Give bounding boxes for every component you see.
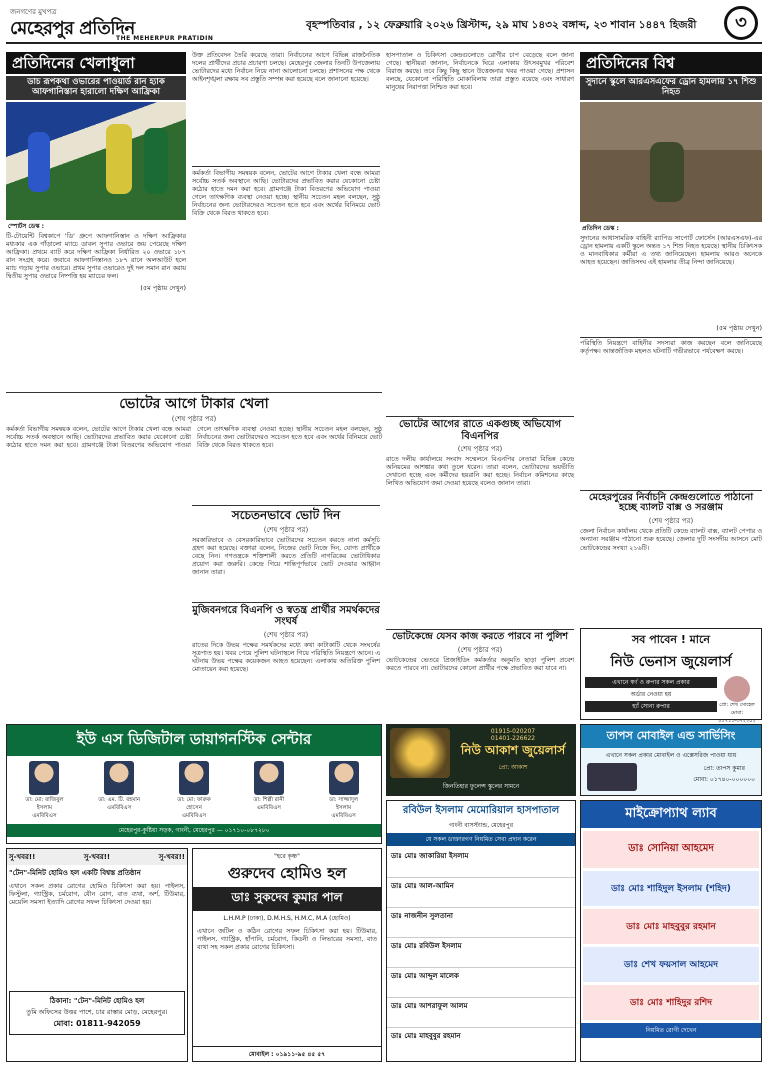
classified-label: সু-খবর!!	[9, 853, 36, 861]
classified-address-box	[9, 991, 185, 1035]
player-figure	[106, 124, 132, 194]
doctor-name: ডা: শিল্পী রানী	[253, 797, 285, 803]
classified-body: এখানে সকল প্রকার রোগের হোমিও চিকিৎসা করা হয়। পাইলস, ফিস্টুলা, গ্যাস্ট্রিক, চর্মরোগ, যৌন রোগ, বাত ব্যথা, অর্শ, টিউমার, মেয়েলি সমস্যা ইত্যাদি রোগের সফল চিকিৎসা দেওয়া হয়।	[9, 883, 185, 907]
world-body: সুদানের আধাসামরিক বাহিনী র‍্যাপিড সাপোর্ট ফোর্সেস (আরএসএফ)-এর ড্রোন হামলায় একটি স্কুলে অন্তত ১৭ শিশু নিহত হয়েছে। স্থানীয় চিকিৎসক ও মানবাধিকার কর্মীরা এ তথ্য জানিয়েছেন। হামলায় আরও অনেকে আহত হয়েছেন। জাতিসংঘ এই হামলার তীব্র নিন্দা জানিয়েছে।	[580, 234, 762, 266]
diagnostic-phone: ০১৭১০-০৮৭২৮০	[224, 827, 270, 834]
micropath-doctor: ডাঃ মোঃ শাহিদুর রশিদ	[583, 985, 759, 1020]
mobile-ad-name: তাপস মোবাইল এন্ড সার্ভিসিং	[581, 725, 761, 748]
vote-money-body: কর্মকর্তা বিভাগীয় সমন্বয়ক বলেন, ভোটের আগে টাকার খেলা বন্ধে আমরা সর্বোচ্চ সতর্ক অবস্থানে আছি। ভোটারদের প্রভাবিত করার যেকোনো চেষ্টা কঠোর হাতে দমন করা হবে। গ্রামগঞ্জে টাকা বিতরণের অভিযোগ পাওয়া গেলে তাৎক্ষণিক ব্যবস্থা নেওয়া হচ্ছে। স্থানীয় সচেতন মহল বলছেন, সুষ্ঠু নির্বাচনের জন্য ভোটারদেরও সচেতন হতে হবে এবং অর্থের বিনিময়ে ভোট বিক্রি থেকে বিরত থাকতে হবে।	[6, 426, 382, 450]
homeo-body: এখানে জটিল ও কঠিন রোগের সফল চিকিৎসা করা হয়। টিউমার, পাইলস, গ্যাস্ট্রিক, হাঁপানি, চর্মরোগ, কিডনী ও লিভারের সমস্যা, বাত ব্যথা সহ সকল প্রকার রোগের চিকিৎসা।	[197, 928, 377, 952]
owner-photo	[724, 676, 750, 702]
doctor-degree: এমবিবিএস	[32, 813, 57, 819]
divider	[192, 602, 380, 603]
brand[interactable]	[6, 6, 216, 42]
homeo-name: গুরুদেব হোমিও হল	[227, 864, 347, 882]
divider	[192, 505, 380, 506]
micropath-doctor: ডাঃ শেখ ফয়সাল আহমেদ	[583, 947, 759, 982]
vote-money-cont: (শেষ পৃষ্ঠার পর)	[171, 415, 217, 424]
jewellers-line1: এখানে স্বর্ণ ও রুপার সকল প্রকার	[585, 677, 717, 688]
police-headline[interactable]: ভোটকেন্দ্রে যেসব কাজ করতে পারবে না পুলিশ	[391, 631, 569, 642]
diagnostic-ad[interactable]	[6, 724, 382, 844]
micropath-ad[interactable]	[580, 800, 762, 1062]
bnp-allegations-body: রাতে দলীয় কার্যালয়ে সংবাদ সম্মেলনে বিএনপির নেতারা বিভিন্ন কেন্দ্রে অনিয়মের আশঙ্কার কথা তুলে ধরেন। তারা বলেন, ভোটারদের ভয়ভীতি দেখানো হচ্ছে এবং কর্মীদের হয়রানি করা হচ্ছে। নির্বাচন কমিশনের কাছে লিখিত অভিযোগ জমা দেওয়া হয়েছে বলেও জানান তারা।	[386, 456, 574, 488]
sports-column	[6, 52, 186, 392]
divider	[192, 166, 380, 167]
bnp-allegations-headline[interactable]: ভোটের আগের রাতে একগুচ্ছ অভিযোগ বিএনপির	[398, 419, 562, 442]
doctor-photo	[179, 761, 209, 795]
sports-photo	[6, 102, 186, 220]
conscious-vote-cont: (শেষ পৃষ্ঠার পর)	[263, 525, 309, 534]
micropath-name: মাইক্রোপ্যাথ ল্যাব	[581, 801, 761, 828]
akash-jewellers-ad[interactable]	[386, 724, 576, 796]
doctor-card	[22, 759, 66, 821]
doctor-photo	[104, 761, 134, 795]
hospital-doctor: ডাঃ মোঃ মাহবুবুর রহমান	[391, 1032, 461, 1040]
world-photo	[580, 102, 762, 222]
hospital-doctor: ডাঃ মোঃ জাকারিয়া ইসলাম	[387, 848, 575, 878]
page-number: ৩	[724, 6, 758, 40]
diagnostic-footer: মেহেরপুর-কুষ্টিয়া সড়ক, গাংনী, মেহেরপুর — ০১৭১০-০৮৭২৮০	[7, 824, 381, 837]
doctor-card	[247, 759, 291, 821]
homeo-doctor: ডাঃ সুকদেব কুমার পাল	[193, 887, 381, 911]
story-body: হাসপাতাল ও চিকিৎসা কেন্দ্রগুলোতে রোগীর চাপ বেড়েছে বলে জানা গেছে। স্থানীয়রা জানান, নির্বাচনকে ঘিরে এলাকায় উৎসবমুখর পরিবেশ বিরাজ করছে। তবে কিছু কিছু স্থানে উত্তেজনার খবর পাওয়া গেছে। প্রশাসন বলছে, যেকোনো পরিস্থিতি মোকাবিলায় তারা প্রস্তুত রয়েছে এবং সাধারণ মানুষের নিরাপত্তা নিশ্চিত করা হবে।	[386, 52, 574, 92]
doctor-card	[322, 759, 366, 821]
doctor-name: ডা: মো: রাজিবুল ইসলাম	[25, 797, 64, 811]
doctor-degree: এমবিবিএস	[256, 805, 281, 811]
divider	[580, 490, 762, 491]
mujibnagar-cont: (শেষ পৃষ্ঠার পর)	[263, 630, 309, 639]
jewellers-ad-top: সব পাবেন ! মানে	[632, 633, 710, 646]
masthead	[6, 6, 762, 44]
doctor-card	[97, 759, 141, 821]
meherpur-ballot-headline[interactable]: মেহেরপুরের নির্বাচনি কেন্দ্রগুলোতে পাঠানো হচ্ছে ব্যালট বাক্স ও সরঞ্জাম	[588, 491, 754, 514]
hospital-doctor: ডাঃ মোঃ আব্দুল মালেক	[387, 968, 575, 998]
doctor-degree: এমবিবিএস	[107, 805, 132, 811]
conscious-vote-body: সরকারিভাবে ও বেসরকারিভাবে ভোটারদের সচেতন করতে নানা কর্মসূচি গ্রহণ করা হয়েছে। বক্তারা বলেন, নিজের ভোট নিজে দিন, যোগ্য প্রার্থীকে বেছে নিন। গণতন্ত্রকে শক্তিশালী করতে প্রতিটি নাগরিকের ভোটাধিকার প্রয়োগ করা জরুরি। কেন্দ্রে গিয়ে শান্তিপূর্ণভাবে ভোট দেওয়ার আহ্বান জানান তারা।	[192, 536, 380, 577]
homeo-phone: মোবাইল : ০১৯১১-৯৫ ৪৫ ৫৭	[193, 1046, 381, 1060]
world-story2-body: পরিস্থিতি নিয়ন্ত্রণে বাহিনীর সদস্যরা কাজ করছেন বলে জানিয়েছে কর্তৃপক্ষ। আন্তর্জাতিক মহলও ঘটনাটি গভীরভাবে পর্যবেক্ষণ করছে।	[580, 339, 762, 355]
micropath-doctor: ডাঃ মোঃ শাহিদুল ইসলাম (শহিদ)	[583, 871, 759, 906]
world-photo-caption: প্রতিদিন ডেস্ক :	[582, 224, 619, 232]
micropath-doctor: ডাঃ মোঃ মাহবুবুর রহমান	[583, 909, 759, 944]
divider	[386, 629, 574, 630]
sports-section-title: প্রতিদিনের খেলাধুলা	[6, 52, 186, 74]
meherpur-ballot-cont: (শেষ পৃষ্ঠার পর)	[648, 517, 694, 526]
hospital-address: গাংনী বাসস্ট্যান্ড, মেহেরপুর	[448, 822, 514, 829]
classified-label: সু-খবর!!	[158, 853, 185, 861]
sports-body: টি-টোয়েন্টি বিশ্বকাপে 'ডি' গ্রুপে আফগানিস্তান ও দক্ষিণ আফ্রিকার মধ্যকার এক গাঁড়ালো ম্যাচে ডাবল সুপার ওভারে জয় পেয়েছে দক্ষিণ আফ্রিকা। প্রথমে ব্যাট করে দক্ষিণ আফ্রিকা নির্ধারিত ২০ ওভারে ১৮৭ রান সংগ্রহ করে। জবাবে আফগানিস্তানও ১৮৭ রানে অলআউট হলে ম্যাচ গড়ায় সুপার ওভারে। প্রথম সুপার ওভারেও দুই দল সমান রান করায় দ্বিতীয় সুপার ওভারে নিষ্পত্তি হয় ম্যাচের ফল।	[6, 232, 186, 280]
doctor-name: ডা: এম. টি. রহমান	[98, 797, 141, 803]
player-figure	[28, 132, 50, 192]
classified-phone: মোবা: 01811-942059	[53, 1019, 141, 1028]
akash-name: নিউ আকাশ জুয়েলার্স	[460, 743, 566, 757]
soldier-figure	[650, 142, 684, 202]
micropath-footer: নিয়মিত রোগী দেখেন	[581, 1023, 761, 1038]
meherpur-ballot-body: জেলা নির্বাচন কার্যালয় থেকে প্রতিটি কেন্দ্রে ব্যালট বাক্স, ব্যালট পেপার ও অন্যান্য সরঞ্জাম পাঠানো শুরু হয়েছে। জেলার দুটি সংসদীয় আসনে মোট ভোটকেন্দ্রের সংখ্যা ২১৬টি।	[580, 528, 762, 552]
world-column	[580, 52, 762, 624]
homeo-ad[interactable]	[192, 848, 382, 1062]
police-cont: (শেষ পৃষ্ঠার পর)	[457, 645, 503, 654]
akash-address: জিনতিহার ফুলেন্স স্কুলের সামনে	[442, 783, 520, 790]
classified-line1: "টেন"-মিনিট হোমিও হল একটি বিশ্বস্ত প্রতিষ্ঠান	[9, 869, 141, 877]
phone-image	[587, 763, 637, 791]
diagnostic-address: মেহেরপুর-কুষ্টিয়া সড়ক, গাংনী, মেহেরপুর	[118, 827, 215, 834]
sports-more[interactable]: (৫ম পৃষ্ঠায় দেখুন)	[140, 284, 186, 293]
story-body: কর্মকর্তা বিভাগীয় সমন্বয়ক বলেন, ভোটের আগে টাকার খেলা বন্ধে আমরা সর্বোচ্চ সতর্ক অবস্থানে আছি। ভোটারদের প্রভাবিত করার যেকোনো চেষ্টা কঠোর হাতে দমন করা হবে। গ্রামগঞ্জে টাকা বিতরণের অভিযোগ পাওয়া গেলে তাৎক্ষণিক ব্যবস্থা নেওয়া হচ্ছে। স্থানীয় সচেতন মহল বলছেন, সুষ্ঠু নির্বাচনের জন্য ভোটারদেরও সচেতন হতে হবে এবং অর্থের বিনিময়ে ভোট বিক্রি থেকে বিরত থাকতে হবে।	[192, 170, 380, 218]
doctor-photo	[329, 761, 359, 795]
doctor-name: ডা: সাজ্জাদুল ইসলাম	[329, 797, 358, 811]
micropath-doctor: ডাঃ সোনিয়া আহমেদ	[583, 831, 759, 868]
vote-money-headline[interactable]: ভোটের আগে টাকার খেলা	[119, 396, 269, 412]
divider	[6, 392, 382, 393]
hospital-banner: যে সকল ডাক্তারগণ নিয়মিত সেবা প্রদান করেন	[387, 833, 575, 846]
homeo-degree: L.H.M.P (ঢাকা), D.M.H.S, H.M.C, M.A (হোমিও)	[223, 915, 351, 922]
doctor-card	[172, 759, 216, 821]
dateline: বৃহস্পতিবার , ১২ ফেব্রুয়ারি ২০২৬ খ্রিস্টাব্দ, ২৯ মাঘ ১৪৩২ বঙ্গাব্দ, ২৩ শাবান ১৪৪৭ হিজরী	[306, 19, 697, 31]
jewellery-image	[390, 728, 450, 778]
divider	[580, 337, 762, 338]
brand-name-en: THE MEHERPUR PRATIDIN	[116, 35, 214, 42]
brand-tagline: জনগণের মুখপত্র	[10, 8, 57, 16]
jewellers-ad[interactable]	[580, 628, 762, 724]
doctor-row	[7, 759, 381, 821]
mujibnagar-body: রাতের দিকে উভয় পক্ষের সমর্থকদের মধ্যে কথা কাটাকাটি থেকে সংঘর্ষের সূত্রপাত হয়। খবর পেয়ে পুলিশ ঘটনাস্থলে গিয়ে পরিস্থিতি নিয়ন্ত্রণে আনে। এ ঘটনায় উভয় পক্ষের কয়েকজন আহত হয়েছেন। এলাকায় অতিরিক্ত পুলিশ মোতায়েন করা হয়েছে।	[192, 641, 380, 674]
divider	[386, 416, 574, 417]
hospital-name: রবিউল ইসলাম মেমোরিয়াল হাসপাতাল	[402, 805, 560, 816]
mobile-owner: প্রো: তাপস কুমার	[703, 765, 745, 772]
conscious-vote-headline[interactable]: সচেতনভাবে ভোট দিন	[231, 508, 341, 522]
hospital-doctor: ডাঃ মোঃ আশরাফুল আলম	[387, 998, 575, 1028]
world-more[interactable]: (৫ম পৃষ্ঠায় দেখুন)	[716, 323, 762, 332]
world-headline[interactable]: সুদানে স্কুলে আরএসএফের ড্রোন হামলায় ১৭ শিশু নিহত	[580, 76, 762, 100]
akash-owner: প্রো: আকাশ	[498, 764, 528, 771]
police-body: ভোটকেন্দ্রের ভেতরে প্রিজাইডিং কর্মকর্তার অনুমতি ছাড়া পুলিশ প্রবেশ করতে পারবে না। ভোটারদের কোনো প্রার্থীর পক্ষে প্রভাবিত করা যাবে না।	[386, 656, 574, 673]
homeo-tag: "হরে কৃষ্ণ"	[274, 853, 300, 860]
jewellers-phone: মোবা: ০১৭১১-৩৭২২৫২	[718, 710, 756, 724]
jewellers-line3: হ্যাঁ সোনা রুপার	[585, 701, 717, 712]
center-right-column	[386, 52, 574, 722]
jewellers-owner: প্রো: শেখ সোহেল	[719, 702, 755, 708]
hospital-doctor: ডাঃ নাজনীন সুলতানা	[387, 908, 575, 938]
jewellers-line2: অর্ডার নেওয়া হয়	[630, 691, 672, 698]
classified-address-label: ঠিকানা: "টেন"-মিনিট হোমিও হল	[49, 997, 145, 1005]
doctor-photo	[254, 761, 284, 795]
hospital-doctor-list	[387, 848, 575, 1058]
doctor-degree: এমবিবিএস	[181, 813, 207, 819]
akash-phone-1: 01915-020207	[490, 728, 536, 735]
doctor-degree: এমবিবিএস	[331, 813, 356, 819]
doctor-name: ডা: মো: ফারুক হোসেন	[177, 797, 211, 811]
hospital-doctor: ডাঃ মোঃ রবিউল ইসলাম	[387, 938, 575, 968]
bnp-allegations-cont: (শেষ পৃষ্ঠার পর)	[457, 445, 503, 453]
diagnostic-ad-name: ইউ এস ডিজিটাল ডায়াগনস্টিক সেন্টার	[7, 725, 381, 756]
doctor-photo	[29, 761, 59, 795]
player-figure	[144, 128, 168, 194]
story-body: উক্ত প্রতিবেদন তৈরি করেছে তারা। নির্বাচনের আগে বিভিন্ন রাজনৈতিক দলের প্রার্থীদের প্রচার প্রচারণা চলছে। মেহেরপুর জেলার তিনটি উপজেলায় ভোটারদের মধ্যে নির্বাচন নিয়ে নানা আলোচনা চলছে। প্রশাসনের পক্ষ থেকে আইনশৃঙ্খলা রক্ষায় সব প্রস্তুতি সম্পন্ন করা হয়েছে বলে জানানো হয়েছে।	[192, 52, 380, 84]
mobile-ad[interactable]	[580, 724, 762, 796]
center-left-column	[192, 52, 380, 392]
classified-ad[interactable]	[6, 848, 188, 1062]
world-section-title: প্রতিদিনের বিশ্ব	[580, 52, 762, 74]
sports-photo-caption: স্পোর্টস ডেস্ক :	[8, 222, 45, 230]
hospital-ad[interactable]	[386, 800, 576, 1062]
mobile-ad-sub: এখানে সকল প্রকার মোবাইল ও এক্সেসরিজ পাওয়া যায়	[605, 752, 737, 759]
sports-headline[interactable]: ডাচ রূপকথা ওভারের পাওয়ার্ড রান হ্যাক আফগানিস্তান হারালো দক্ষিণ আফ্রিকা	[6, 76, 186, 100]
hospital-doctor: ডাঃ মোঃ আল-আমিন	[387, 878, 575, 908]
akash-phone-2: 01401-226622	[490, 735, 536, 742]
center-left-lower	[192, 505, 380, 720]
mobile-phone: মোবা: ০১৭৪০-০০০০০০	[693, 776, 755, 783]
classified-address: তুমি অফিসের উত্তর পাশে, চার রাস্তার মোড়, মেহেরপুর।	[26, 1008, 168, 1016]
jewellers-ad-name: নিউ ভেনাস জুয়েলার্স	[610, 654, 732, 670]
classified-label: সু-খবর!!	[83, 853, 111, 861]
mujibnagar-headline[interactable]: মুজিবনগরে বিএনপি ও স্বতন্ত্র প্রার্থীর সমর্থকদের সংঘর্ষ	[192, 604, 380, 628]
brand-name: মেহেরপুর প্রতিদিন	[10, 18, 135, 39]
